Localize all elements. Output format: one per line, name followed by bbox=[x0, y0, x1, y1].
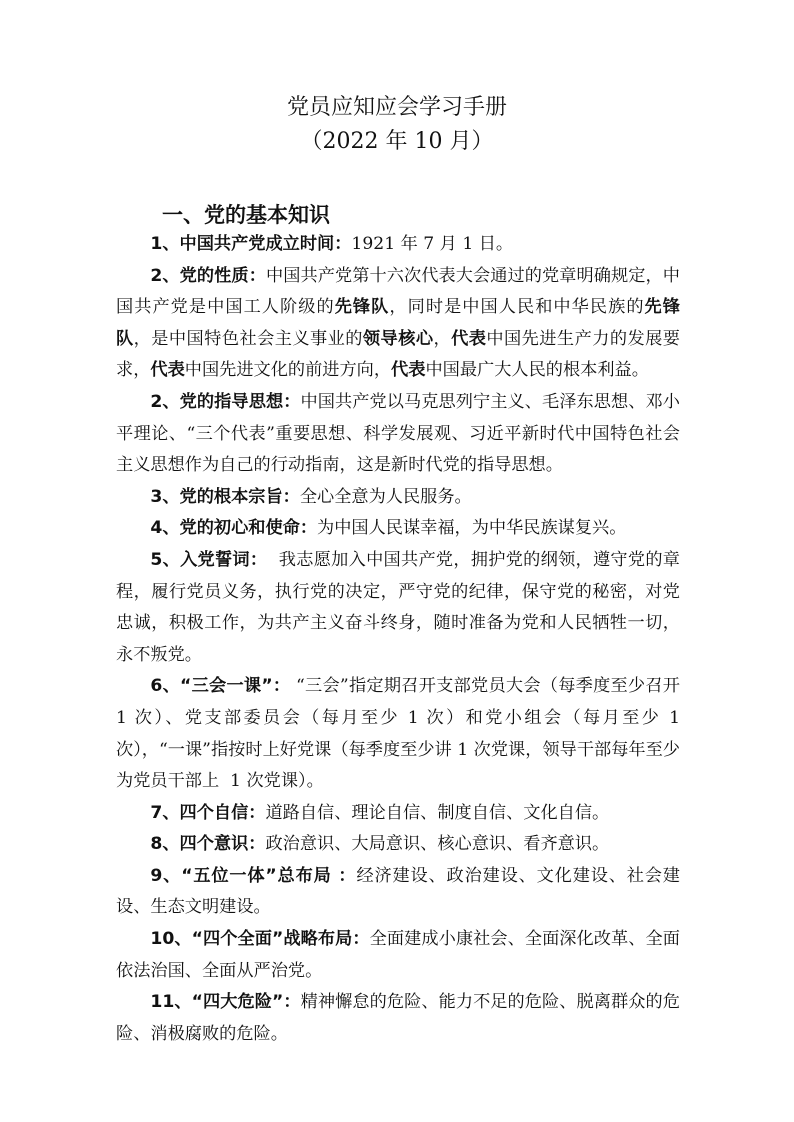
emphasis-text: 领导核心 bbox=[362, 328, 434, 349]
item-text: 政治意识、大局意识、核心意识、看齐意识。 bbox=[265, 834, 610, 855]
item-text: 经济建设、政治建设、文化建设、社会建设、生态文明建设。 bbox=[116, 865, 680, 918]
item-label: 6、“三会一课”： bbox=[150, 676, 291, 697]
item-four-dangers bbox=[116, 987, 680, 1050]
item-text: 为中国人民谋幸福，为中华民族谋复兴。 bbox=[317, 518, 627, 539]
item-oath bbox=[116, 545, 680, 671]
section-heading: 一、党的基本知识 bbox=[162, 203, 330, 227]
item-mission bbox=[116, 513, 680, 545]
item-text: 中国共产党第十六次代表大会通过的党章明确规定，中国共产党是中国工人阶级的 bbox=[116, 265, 680, 318]
item-founding-date bbox=[116, 229, 680, 261]
item-four-consciousnesses bbox=[116, 829, 680, 861]
item-text: ，是中国特色社会主义事业的 bbox=[133, 328, 363, 349]
document-subtitle: （2022 年 10 月） bbox=[300, 129, 494, 154]
item-label: 8、四个意识： bbox=[150, 834, 266, 855]
item-text: ，同时是中国人民和中华民族的 bbox=[389, 297, 645, 318]
item-text: “三会”指定期召开支部党员大会（每季度至少召开 1 次）、党支部委员会（每月至少 1 次）和党小组会（每月至少 1 次），“一课”指按时上好党课（每季度至少讲 1 次党课，领导干部每年至少为党员干部上 1 次党课）。 bbox=[116, 676, 686, 792]
item-four-confidences bbox=[116, 798, 680, 830]
document-body bbox=[116, 229, 686, 1050]
item-text: 我志愿加入中国共产党，拥护党的纲领，遵守党的章程，履行党员义务，执行党的决定，严守党的纪律，保守党的秘密，对党忠诚，积极工作，为共产主义奋斗终身，随时准备为党和人民牺牲一切，永不叛党。 bbox=[116, 549, 680, 665]
item-label: 2、党的性质： bbox=[150, 265, 266, 286]
item-text: 中国先进生产力的发展要求， bbox=[116, 328, 680, 381]
item-five-in-one bbox=[116, 861, 680, 924]
item-label: 1、中国共产党成立时间： bbox=[150, 234, 352, 254]
emphasis-text: 先锋队 bbox=[116, 297, 680, 349]
item-text: 中国共产党以马克思列宁主义、毛泽东思想、邓小平理论、“三个代表”重要思想、科学发展观、习近平新时代中国特色社会主义思想作为自己的行动指南，这是新时代党的指导思想。 bbox=[116, 391, 680, 476]
item-guiding-ideology bbox=[116, 387, 680, 482]
emphasis-text: 代表 bbox=[391, 360, 426, 381]
item-text: 1921 年 7 月 1 日。 bbox=[351, 234, 514, 254]
document-title: 党员应知应会学习手册 bbox=[286, 95, 507, 120]
item-text: 中国最广大人民的根本利益。 bbox=[425, 360, 649, 381]
item-four-comprehensives bbox=[116, 924, 680, 987]
emphasis-text: 代表 bbox=[451, 328, 487, 349]
item-three-meetings-one-lesson bbox=[116, 671, 686, 797]
item-text: 中国先进文化的前进方向， bbox=[184, 360, 392, 381]
item-party-nature bbox=[116, 261, 680, 387]
item-label: 7、四个自信： bbox=[150, 802, 266, 823]
item-text: ， bbox=[433, 328, 452, 349]
item-text: 全心全意为人民服务。 bbox=[299, 486, 472, 507]
item-label: 5、入党誓词： bbox=[150, 549, 268, 570]
item-label: 2、党的指导思想： bbox=[150, 391, 301, 412]
item-label: 10、“四个全面”战略布局： bbox=[150, 929, 370, 950]
item-text: 道路自信、理论自信、制度自信、文化自信。 bbox=[265, 802, 610, 823]
item-text: 精神懈怠的危险、能力不足的危险、脱离群众的危险、消极腐败的危险。 bbox=[116, 992, 680, 1044]
emphasis-text: 代表 bbox=[150, 360, 185, 381]
item-fundamental-purpose bbox=[116, 482, 680, 514]
item-label: 9、“五位一体”总布局 ： bbox=[150, 865, 357, 886]
item-label: 4、党的初心和使命： bbox=[150, 518, 318, 539]
item-label: 11、“四大危险”： bbox=[150, 992, 301, 1013]
item-text: 全面建成小康社会、全面深化改革、全面依法治国、全面从严治党。 bbox=[116, 929, 680, 981]
emphasis-text: 先锋队 bbox=[334, 297, 390, 318]
item-label: 3、党的根本宗旨： bbox=[150, 486, 300, 507]
